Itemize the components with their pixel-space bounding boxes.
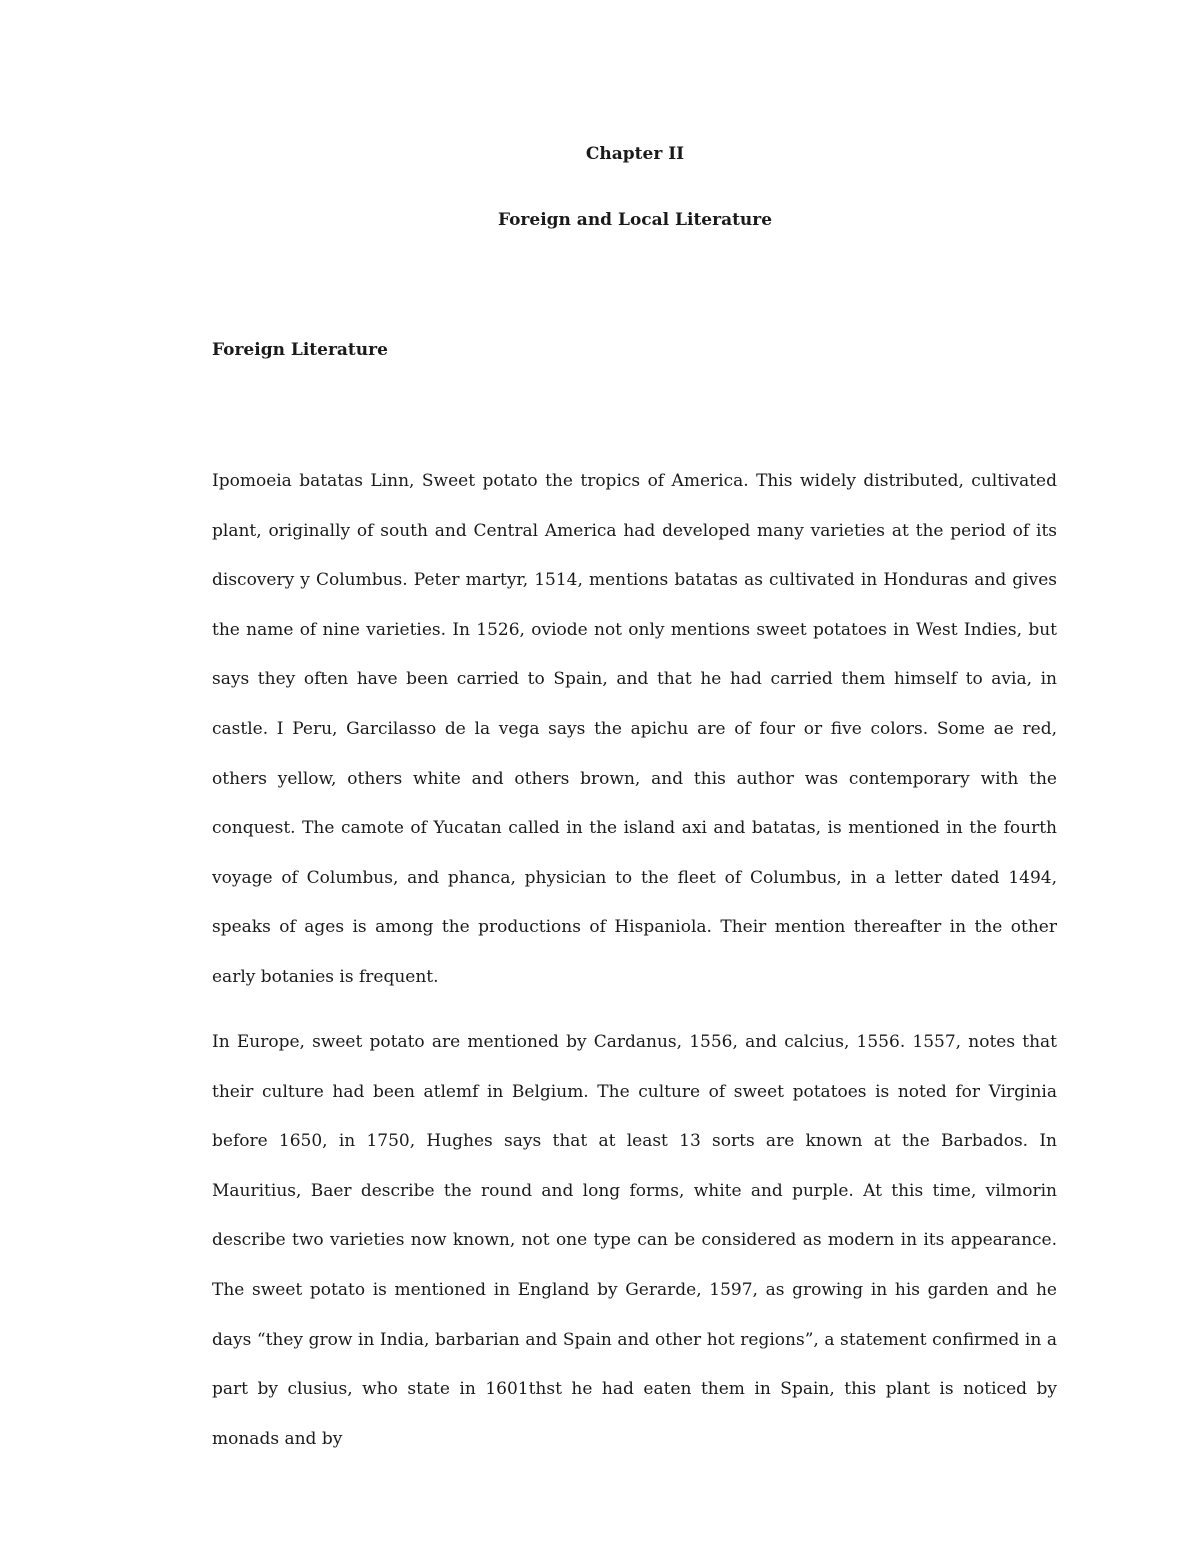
section-heading: Foreign Literature bbox=[212, 340, 388, 360]
body-paragraph: In Europe, sweet potato are mentioned by Cardanus, 1556, and calcius, 1556. 1557, notes that their culture had been atlemf in Belgium. The culture of sweet potatoes is noted for Virginia before 1650, in 1750, Hughes says that at least 13 sorts are known at the Barbados. In Mauritius, Baer describe the round and long forms, white and purple. At this time, vilmorin describe two varieties now known, not one type can be considered as modern in its appearance. The sweet potato is mentioned in England by Gerarde, 1597, as growing in his garden and he days “they grow in India, barbarian and Spain and other hot regions”, a statement confirmed in a part by clusius, who state in 1601thst he had eaten them in Spain, this plant is noticed by monads and by bbox=[212, 1032, 1057, 1449]
chapter-subtitle: Foreign and Local Literature bbox=[497, 210, 773, 230]
body-paragraph: Ipomoeia batatas Linn, Sweet potato the tropics of America. This widely distributed, cultivated plant, originally of south and Central America had developed many varieties at the period of its discovery y Columbus. Peter martyr, 1514, mentions batatas as cultivated in Honduras and gives the name of nine varieties. In 1526, oviode not only mentions sweet potatoes in West Indies, but says they often have been carried to Spain, and that he had carried them himself to avia, in castle. I Peru, Garcilasso de la vega says the apichu are of four or five colors. Some ae red, others yellow, others white and others brown, and this author was contemporary with the conquest. The camote of Yucatan called in the island axi and batatas, is mentioned in the fourth voyage of Columbus, and phanca, physician to the fleet of Columbus, in a letter dated 1494, speaks of ages is among the productions of Hispaniola. Their mention thereafter in the other early botanies is frequent. bbox=[212, 471, 1057, 987]
chapter-title: Chapter II bbox=[585, 144, 685, 164]
